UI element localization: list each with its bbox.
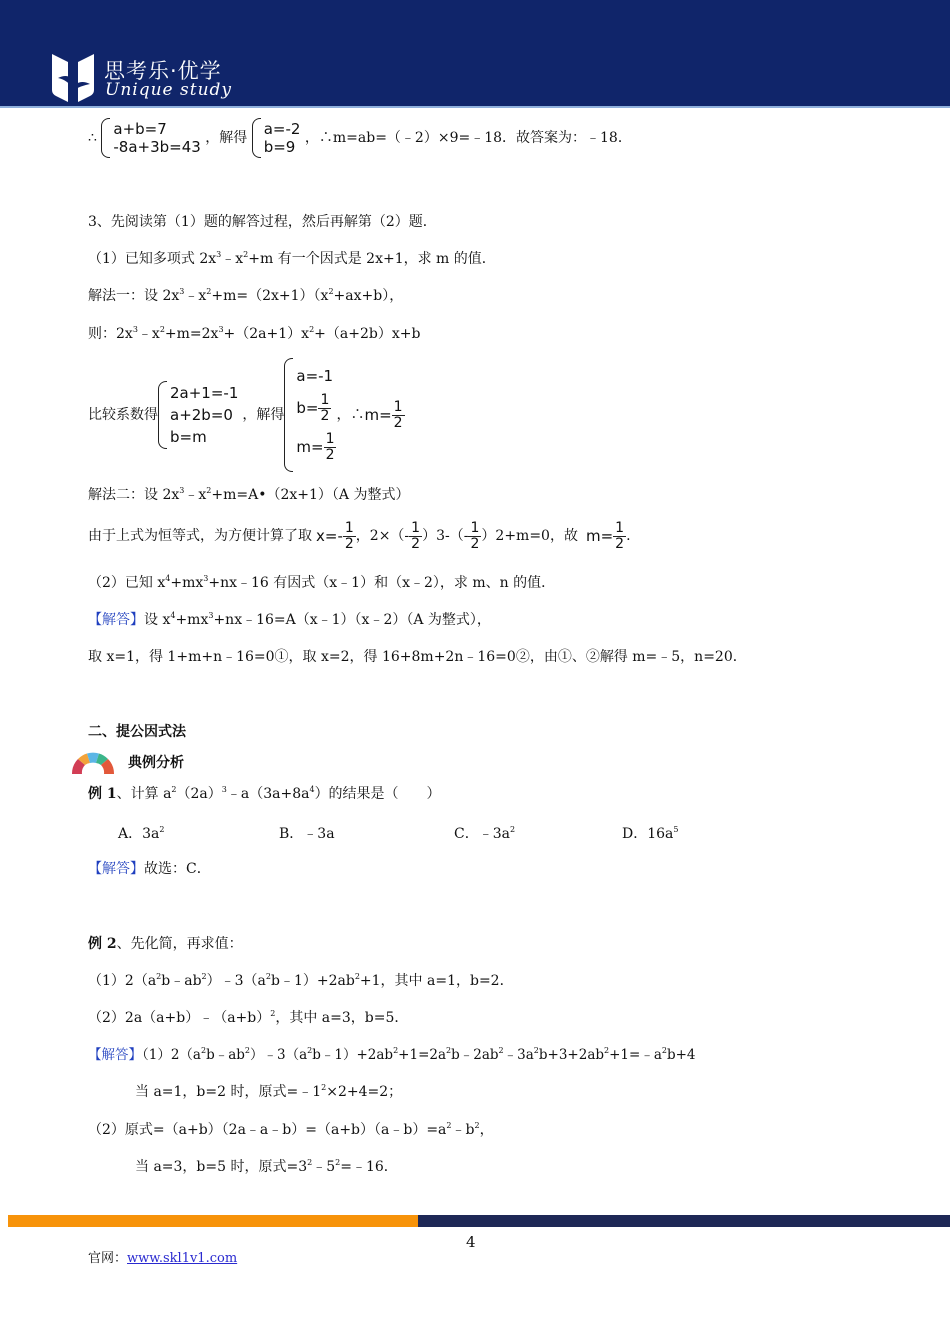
- brand-name-en: Unique study: [105, 80, 232, 100]
- q3-part1: （1）已知多项式 $2x^3﹣x^2+m$ 有一个因式是 2x+1，求 m 的值．: [88, 250, 496, 267]
- rainbow-arc-icon: [70, 750, 116, 774]
- example-2-answer-1b: 当 a=1，b=2 时，原式$=﹣1^2\times 2+4=2$；: [135, 1083, 403, 1100]
- example-1: 例 1、计算 $a^2(2a)^3﹣a(3a+8a^4)$的结果是（ ）: [88, 785, 441, 802]
- answer-tag: 【解答】: [88, 1047, 142, 1063]
- example-2-q2: $(2)2a(a+b)﹣(a+b)^2$，其中 a=3，b=5．: [88, 1009, 409, 1026]
- equation: a=-2: [263, 120, 301, 138]
- book-bird-logo-icon: [50, 50, 96, 104]
- equation-system-2: [252, 118, 301, 158]
- choice-a: A．$3a^2$: [118, 825, 165, 842]
- answer-tag: 【解答】: [88, 861, 144, 877]
- conclusion-text: ，∴m=ab=（﹣2）×9=﹣18．故答案为：﹣18．: [304, 130, 632, 146]
- choice-b: B．﹣3a: [279, 826, 335, 842]
- solution-line-1: [88, 118, 632, 158]
- equation: -8a+3b=43: [113, 138, 201, 156]
- compare-label: 比较系数得: [88, 407, 158, 423]
- q3-part2: （2）已知 $x^4+mx^3+nx﹣16$ 有因式（x﹣1）和（x﹣2），求 m、n 的值．: [88, 574, 556, 591]
- q3-compare: 比较系数得 2a+1=-1 a+2b=0 b=m ，解得 a=-1 b= $\frac{1}{2}$ m= $\frac{1}{2}$ ，∴ m= $\frac{1}{2}$: [88, 355, 405, 475]
- brand-name-cn: 思考乐·优学: [104, 59, 222, 83]
- website-line: [88, 1247, 237, 1266]
- example-2-answer-2: （2）原式$=(a+b)(2a﹣a﹣b)=(a+b)(a﹣b)=a^2﹣b^2$，: [88, 1121, 494, 1138]
- solution-system: a=-1 b= $\frac{1}{2}$ m= $\frac{1}{2}$: [284, 358, 336, 472]
- example-2-answer-1: 【解答】$(1)2(a^2b﹣ab^2)﹣3(a^2b﹣1)+2ab^2+1=2a^2b﹣2ab^2﹣3a^2b+3+2ab^2+1=﹣a^2b+4$: [88, 1046, 696, 1063]
- site-label: 官网：: [88, 1251, 128, 1266]
- example-1-answer: 【解答】故选：C．: [88, 861, 211, 877]
- page-number: 4: [466, 1233, 476, 1251]
- choice-d: D．$16a^5$: [622, 825, 679, 842]
- q3-identity: 由于上式为恒等式，为方便计算了取 x=- $\frac{1}{2}$ ，2×（- $\frac{1}{2}$ ）3 -（- $\frac{1}{2}$ ）2 +m=0，故 m= $\frac{1}{2}$ .: [88, 519, 631, 552]
- answer-tag: 【解答】: [88, 612, 144, 628]
- q3-method2: 解法二：设 $2x^3﹣x^2+m=A•(2x+1)(A$ 为整式）: [88, 486, 410, 503]
- equation: b=9: [263, 138, 296, 156]
- q3-method1: 解法一：设 $2x^3﹣x^2+m=(2x+1)(x^2+ax+b)$，: [88, 287, 404, 304]
- solve-label: ，解得: [205, 130, 248, 146]
- q3-then: 则：$2x^3﹣x^2+m=2x^3+(2a+1)x^2+(a+2b)x+b$: [88, 325, 421, 342]
- choice-c: C．$﹣3a^2$: [454, 825, 516, 842]
- section-subtitle: 典例分析: [128, 755, 184, 771]
- example-2-q1: $(1)2(a^2b﹣ab^2)﹣3(a^2b﹣1)+2ab^2+1$，其中 a=1，b=2．: [88, 972, 514, 989]
- q3-answer: 【解答】设 $x^4+mx^3+nx﹣16=A(x﹣1)(x﹣2)(A$ 为整式），: [88, 611, 491, 628]
- example-2-answer-2b: 当 a=3，b=5 时，原式$=3^2﹣5^2=﹣16$．: [135, 1158, 398, 1175]
- page-header: [0, 0, 950, 108]
- coefficient-system: 2a+1=-1 a+2b=0 b=m: [158, 381, 238, 449]
- equation: a+b=7: [113, 120, 167, 138]
- footer-bar-navy: [418, 1215, 950, 1227]
- equation-system-1: [101, 118, 200, 158]
- q3-intro: 3、先阅读第（1）题的解答过程，然后再解第（2）题．: [88, 214, 437, 230]
- therefore-symbol: ∴: [88, 130, 97, 146]
- example-2: 例 2、先化简，再求值：: [88, 936, 243, 952]
- section-title: 二、提公因式法: [88, 724, 186, 740]
- q3-answer-2: 取 x=1，得 1+m+n﹣16=0①，取 x=2，得 16+8m+2n﹣16=0②，由①、②解得 m=﹣5，n=20．: [88, 649, 747, 665]
- website-link[interactable]: www.skl1v1.com: [127, 1251, 238, 1266]
- footer-bar-orange: [8, 1215, 418, 1227]
